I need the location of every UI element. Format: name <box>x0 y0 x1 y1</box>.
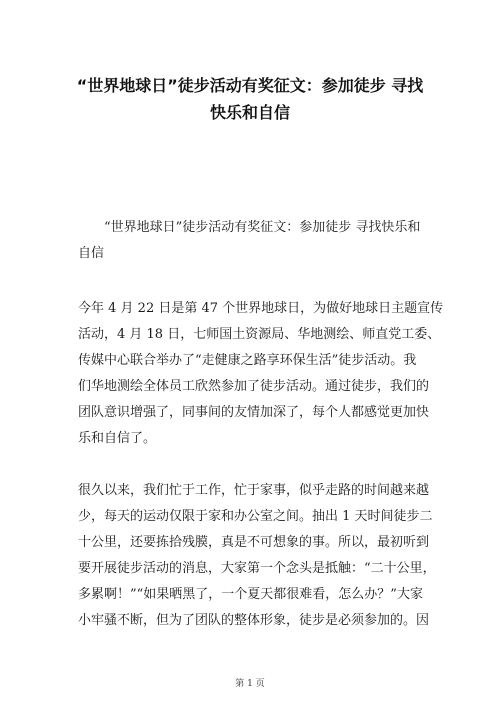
intro-line: 自信 <box>78 246 105 261</box>
paragraph-line: 传媒中心联合举办了“走健康之路享环保生活”徒步活动。我 <box>78 353 417 368</box>
paragraph-line: 要开展徒步活动的消息，大家第一个念头是抵触：“二十公里， <box>78 561 436 576</box>
paragraph-line: 乐和自信了。 <box>78 431 157 446</box>
intro-line: “世界地球日”徒步活动有奖征文：参加徒步 寻找快乐和 <box>104 220 421 235</box>
body-paragraph-1 <box>78 296 444 452</box>
paragraph-line: 们华地测绘全体员工欣然参加了徒步活动。通过徒步，我们的 <box>78 379 430 394</box>
body-paragraph-2 <box>78 478 438 634</box>
paragraph-line: 多累啊！”“如果晒黑了，一个夏天都很难看，怎么办？”大家 <box>78 587 423 602</box>
paragraph-line: 少，每天的运动仅限于家和办公室之间。抽出 1 天时间徒步二 <box>78 509 433 524</box>
paragraph-line: 活动，4 月 18 日，七师国土资源局、华地测绘、师直党工委、 <box>78 327 441 342</box>
intro-paragraph <box>78 215 438 267</box>
title-line: “世界地球日”徒步活动有奖征文：参加徒步 寻找 <box>76 76 424 95</box>
paragraph-line: 十公里，还要拣拾残膜，真是不可想象的事。所以，最初听到 <box>78 535 430 550</box>
document-title <box>60 72 440 126</box>
paragraph-line: 团队意识增强了，同事间的友情加深了，每个人都感觉更加快 <box>78 405 430 420</box>
title-line: 快乐和自信 <box>209 103 290 122</box>
page-number: 第 1 页 <box>235 679 265 689</box>
paragraph-line: 今年 4 月 22 日是第 47 个世界地球日，为做好地球日主题宣传 <box>78 301 444 316</box>
paragraph-line: 很久以来，我们忙于工作，忙于家事，似乎走路的时间越来越 <box>78 483 430 498</box>
paragraph-line: 小牢骚不断，但为了团队的整体形象，徒步是必须参加的。因 <box>78 613 430 628</box>
